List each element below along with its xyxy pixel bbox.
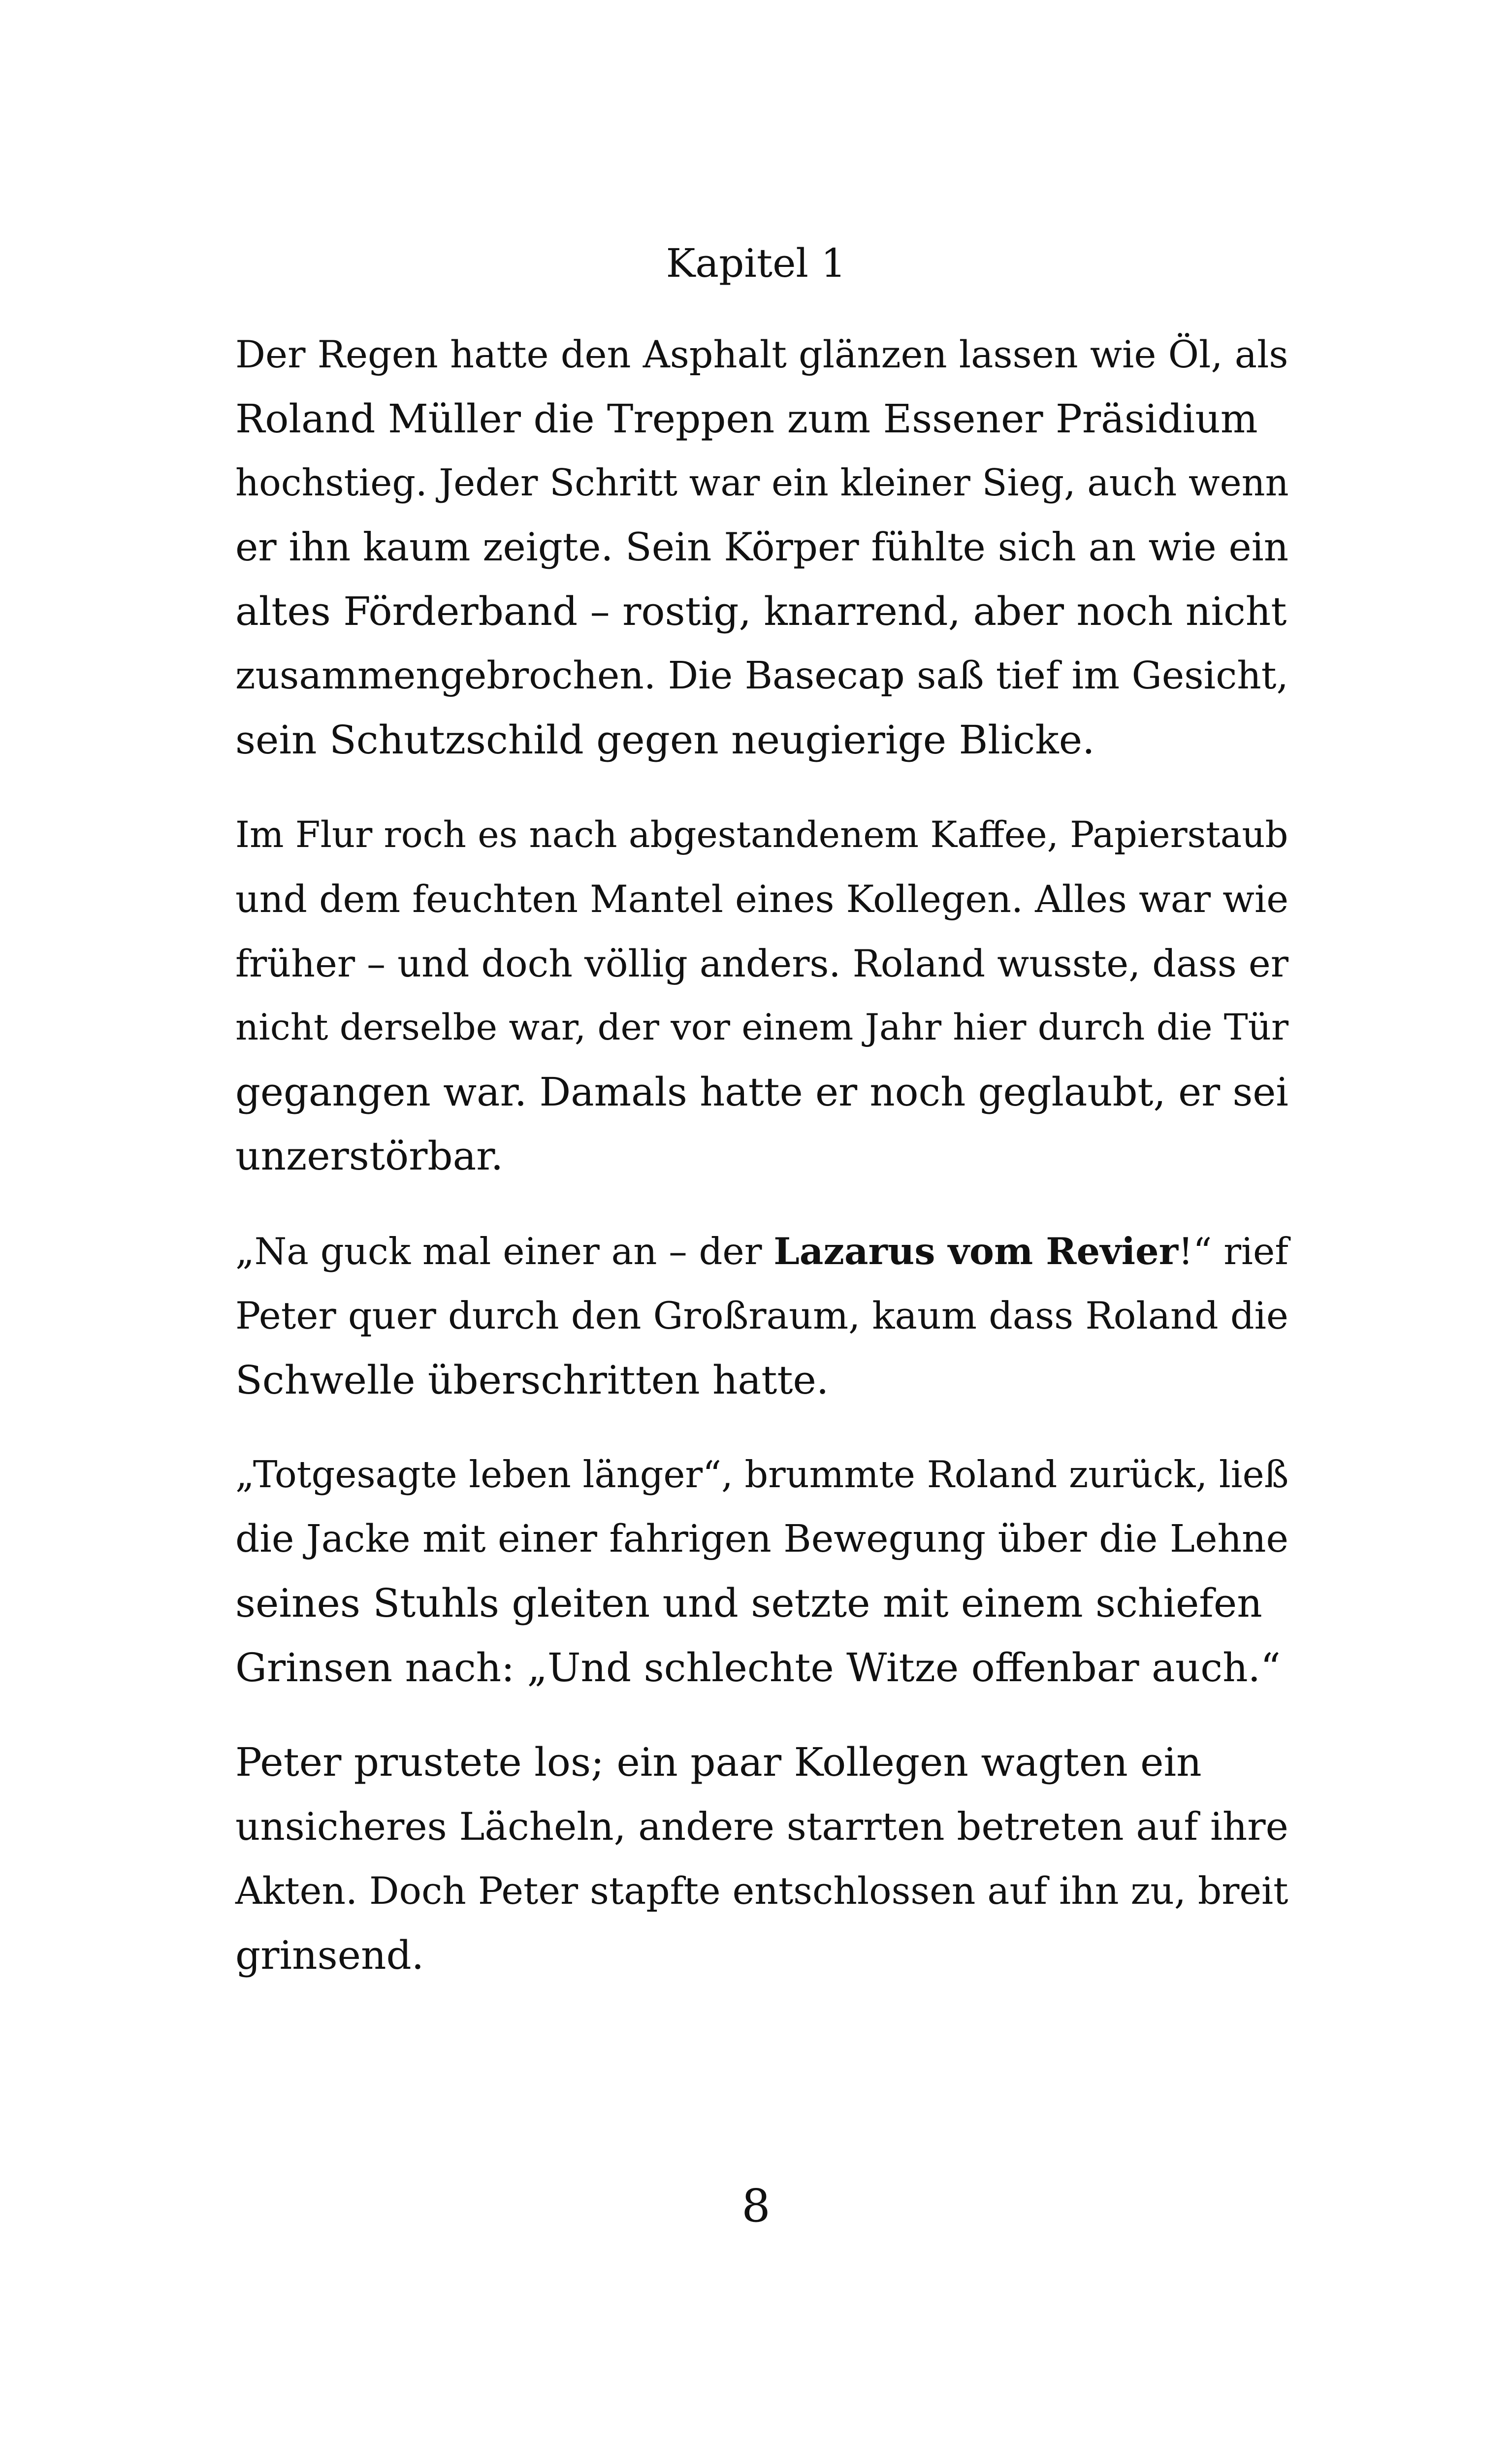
- text-line: er ihn kaum zeigte. Sein Körper fühlte sich an wie ein: [235, 524, 1289, 570]
- text-line: Roland Müller die Treppen zum Essener Präsidium: [235, 395, 1258, 442]
- text-line: grinsend.: [235, 1932, 424, 1978]
- text-line: Im Flur roch es nach abgestandenem Kaffee, Papierstaub: [235, 814, 1288, 856]
- text-line: früher – und doch völlig anders. Roland wusste, dass er: [235, 942, 1289, 985]
- text-line: Peter prustete los; ein paar Kollegen wagten ein: [235, 1739, 1202, 1785]
- text-line: die Jacke mit einer fahrigen Bewegung über die Lehne: [235, 1517, 1289, 1561]
- page-number: 8: [741, 2180, 771, 2232]
- text-line: Peter quer durch den Großraum, kaum dass Roland die: [235, 1294, 1288, 1337]
- text-line: Grinsen nach: „Und schlechte Witze offenbar auch.“: [235, 1644, 1281, 1691]
- text-line: gegangen war. Damals hatte er noch geglaubt, er sei: [235, 1069, 1288, 1115]
- text-line: sein Schutzschild gegen neugierige Blicke.: [235, 717, 1095, 763]
- text-line: unzerstörbar.: [235, 1133, 504, 1179]
- paragraph-3: [235, 1219, 1294, 1413]
- paragraph-2: [235, 803, 1294, 1189]
- text-line: unsicheres Lächeln, andere starrten betreten auf ihre: [235, 1804, 1288, 1849]
- text-run: !“ rief: [1178, 1230, 1288, 1273]
- text-line: Schwelle überschritten hatte.: [235, 1357, 829, 1403]
- chapter-heading: Kapitel 1: [666, 240, 846, 286]
- paragraph-4: [235, 1443, 1294, 1700]
- text-line: altes Förderband – rostig, knarrend, aber noch nicht: [235, 588, 1287, 634]
- text-line: Akten. Doch Peter stapfte entschlossen auf ihn zu, breit: [235, 1869, 1288, 1913]
- paragraph-1: [235, 323, 1294, 773]
- text-line: [235, 1219, 1294, 1284]
- text-line: Der Regen hatte den Asphalt glänzen lassen wie Öl, als: [235, 332, 1288, 376]
- text-line: und dem feuchten Mantel eines Kollegen. Alles war wie: [235, 878, 1289, 921]
- text-line: seines Stuhls gleiten und setzte mit einem schiefen: [235, 1580, 1262, 1626]
- text-line: „Totgesagte leben länger“, brummte Roland zurück, ließ: [235, 1453, 1289, 1496]
- text-line: nicht derselbe war, der vor einem Jahr hier durch die Tür: [235, 1007, 1289, 1048]
- text-run: „Na guck mal einer an – der: [235, 1230, 774, 1273]
- chapter-body: [235, 323, 1294, 2018]
- bold-phrase: Lazarus vom Revier: [773, 1229, 1179, 1273]
- paragraph-5: [235, 1730, 1294, 1987]
- text-line: hochstieg. Jeder Schritt war ein kleiner Sieg, auch wenn: [235, 461, 1289, 504]
- text-line: zusammengebrochen. Die Basecap saß tief im Gesicht,: [235, 653, 1288, 698]
